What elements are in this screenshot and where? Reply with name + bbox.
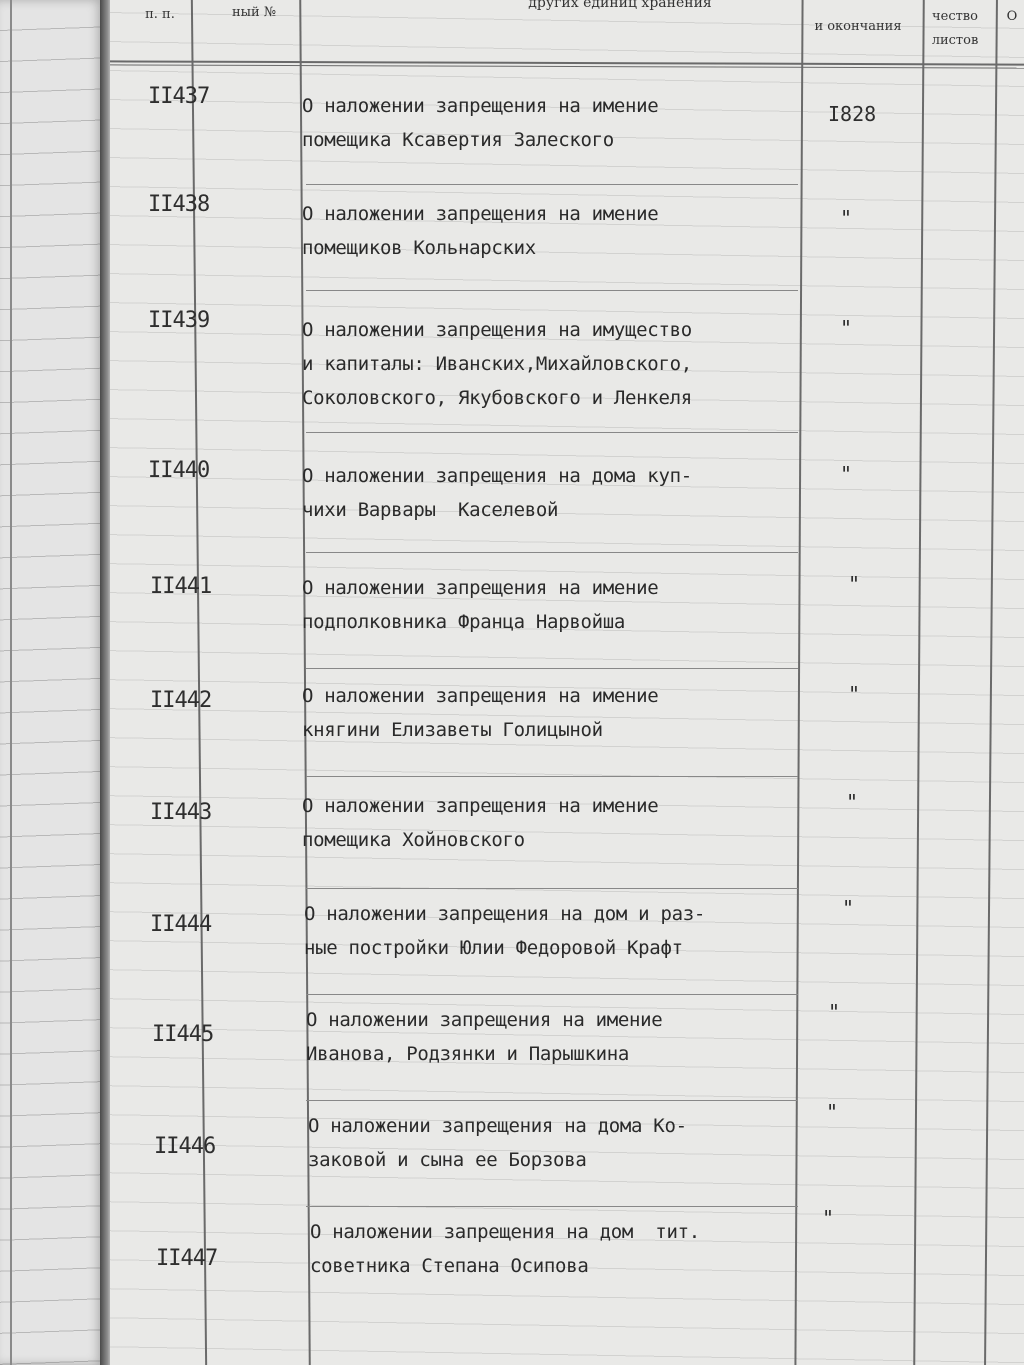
row-separator xyxy=(306,1206,798,1207)
row-description-line1: О наложении запрещения на имение xyxy=(302,795,659,817)
row-date-ditto: " xyxy=(846,790,859,814)
row-date-ditto: " xyxy=(840,206,853,230)
row-date-ditto: " xyxy=(828,1000,841,1024)
row-separator xyxy=(306,776,798,777)
row-date-ditto: " xyxy=(848,682,861,706)
row-description-line1: О наложении запрещения на дом и раз- xyxy=(304,903,706,925)
row-number: II444 xyxy=(150,912,212,937)
row-description-line3: Соколовского, Якубовского и Ленкеля xyxy=(302,387,692,409)
row-description-line1: О наложении запрещения на дома Ко- xyxy=(308,1115,687,1137)
row-date-ditto: " xyxy=(842,896,855,920)
row-description-line2: советника Степана Осипова xyxy=(310,1255,589,1277)
row-separator xyxy=(306,668,798,669)
row-separator xyxy=(306,994,798,995)
register-page xyxy=(110,0,1024,1365)
row-description-line1: О наложении запрещения на имение xyxy=(302,685,659,707)
row-separator xyxy=(306,290,798,291)
row-description-line2: ные постройки Юлии Федоровой Крафт xyxy=(304,937,683,959)
row-number: II442 xyxy=(150,688,212,713)
row-description-line1: О наложении запрещения на имение xyxy=(302,577,659,599)
row-description-line2: подполковника Франца Нарвойша xyxy=(302,611,626,633)
row-description-line1: О наложении запрещения на имение xyxy=(302,95,659,117)
row-date: I828 xyxy=(828,102,877,126)
row-number: II445 xyxy=(152,1022,214,1047)
row-separator xyxy=(306,184,798,185)
row-description-line1: О наложении запрещения на имение xyxy=(302,203,659,225)
header-number: ный № xyxy=(231,5,277,20)
header-notes: О xyxy=(1006,9,1018,24)
row-number: II439 xyxy=(148,308,210,333)
row-description-line1: О наложении запрещения на дом тит. xyxy=(310,1221,700,1243)
row-description-line2: помещиков Кольнарских xyxy=(302,237,536,259)
row-number: II446 xyxy=(154,1134,216,1159)
row-number: II437 xyxy=(148,84,210,109)
row-number: II438 xyxy=(148,192,210,217)
row-number: II447 xyxy=(156,1246,218,1271)
row-date-ditto: " xyxy=(826,1100,839,1124)
header-title: других единиц хранения xyxy=(528,0,712,11)
row-number: II441 xyxy=(150,574,212,599)
row-date-ditto: " xyxy=(822,1206,835,1230)
header-dates: и окончания xyxy=(814,19,902,34)
row-description-line1: О наложении запрещения на дома куп- xyxy=(302,465,692,487)
header-index: п. п. xyxy=(145,7,175,22)
column-rule-dates xyxy=(913,0,925,1365)
column-rule-count xyxy=(984,0,998,1365)
row-description-line2: и капиталы: Иванских,Михайловского, xyxy=(302,353,692,375)
row-description-line2: Иванова, Родзянки и Парышкина xyxy=(306,1043,630,1065)
row-description-line2: помещика Хойновского xyxy=(302,829,525,851)
row-number: II443 xyxy=(150,800,212,825)
previous-page-edge xyxy=(0,0,104,1365)
row-description-line2: чихи Варвары Каселевой xyxy=(302,499,559,521)
row-separator xyxy=(306,1100,798,1101)
header-count-top: чество xyxy=(932,9,978,24)
row-separator xyxy=(306,552,798,553)
row-description-line2: помещика Ксавертия Залеского xyxy=(302,129,614,151)
row-date-ditto: " xyxy=(848,572,861,596)
row-description-line1: О наложении запрещения на имущество xyxy=(302,319,692,341)
row-separator xyxy=(306,432,798,433)
row-description-line2: княгини Елизаветы Голицыной xyxy=(302,719,603,741)
row-date-ditto: " xyxy=(840,462,853,486)
row-description-line1: О наложении запрещения на имение xyxy=(306,1009,663,1031)
row-separator xyxy=(306,888,798,889)
column-rule-title xyxy=(794,0,803,1365)
header-count-bottom: листов xyxy=(931,33,979,48)
row-description-line2: заковой и сына ее Борзова xyxy=(308,1149,587,1171)
row-date-ditto: " xyxy=(840,316,853,340)
row-number: II440 xyxy=(148,458,210,483)
left-page-margin-line xyxy=(10,0,12,1365)
